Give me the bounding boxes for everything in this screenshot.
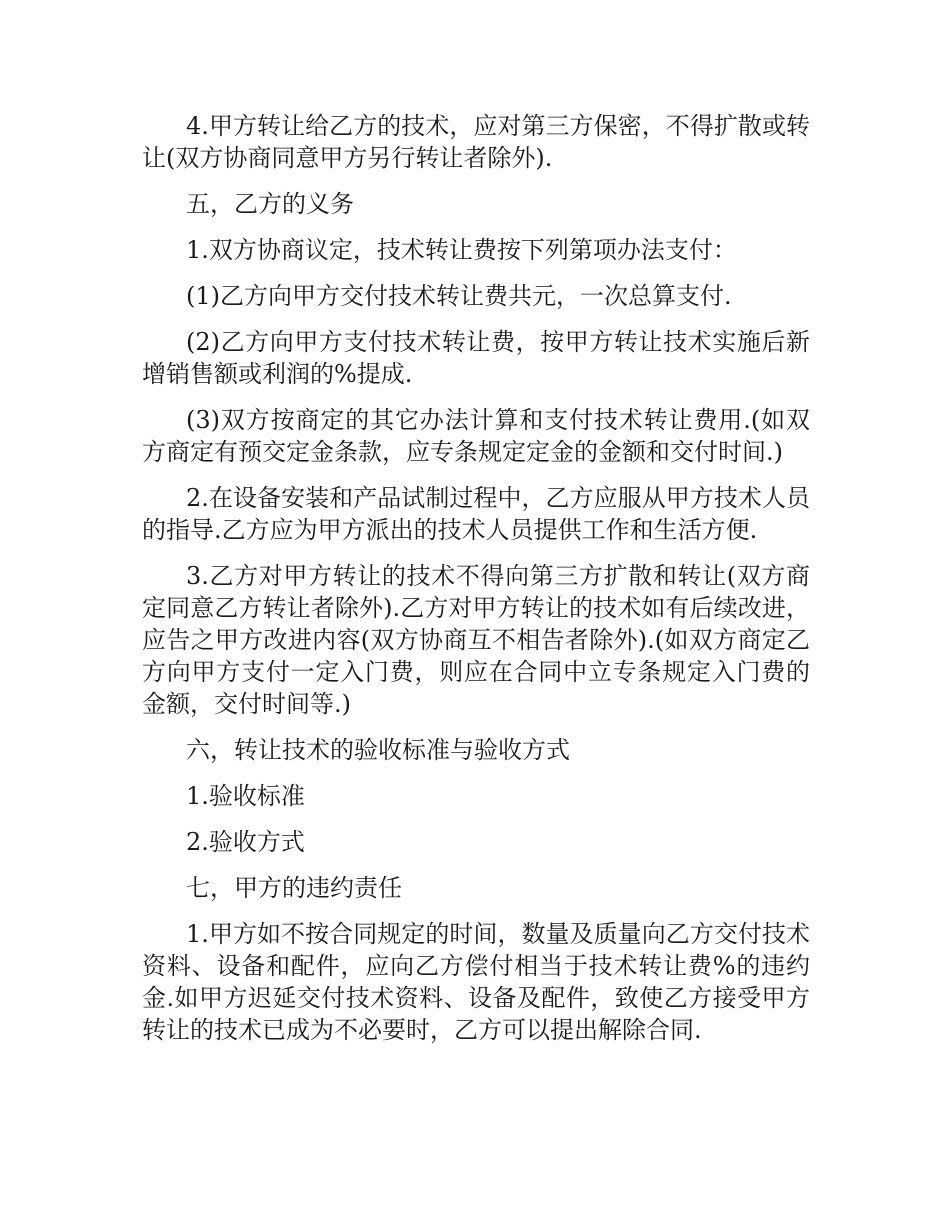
paragraph-acceptance-method: 2.验收方式 [186,828,305,856]
section-heading-5: 五，乙方的义务 [186,190,354,218]
paragraph-installation-guidance: 2.在设备安装和产品试制过程中，乙方应服从甲方技术人员的指导.乙方应为甲方派出的技术人员提供工作和生活方便. [142,484,810,544]
paragraph-no-disclosure: 3.乙方对甲方转让的技术不得向第三方扩散和转让(双方商定同意乙方转让者除外).乙方对甲方转让的技术如有后续改进，应告之甲方改进内容(双方协商互不相告者除外).(如双方商定乙方向甲方支付一定入门费，则应在合同中立专条规定入门费的金额，交付时间等.) [142,562,810,718]
paragraph-payment-method: 1.双方协商议定，技术转让费按下列第项办法支付： [186,236,737,264]
section-heading-6: 六，转让技术的验收标准与验收方式 [186,736,570,764]
paragraph-payment-option-2: (2)乙方向甲方支付技术转让费，按甲方转让技术实施后新增销售额或利润的%提成. [142,328,810,388]
paragraph-clause-4-confidentiality: 4.甲方转让给乙方的技术，应对第三方保密，不得扩散或转让(双方协商同意甲方另行转让者除外). [142,112,810,172]
paragraph-payment-option-3: (3)双方按商定的其它办法计算和支付技术转让费用.(如双方商定有预交定金条款，应专条规定定金的金额和交付时间.) [142,406,810,466]
document-body [142,110,810,1060]
paragraph-payment-option-1: (1)乙方向甲方交付技术转让费共元，一次总算支付. [186,282,732,310]
paragraph-breach-liability: 1.甲方如不按合同规定的时间，数量及质量向乙方交付技术资料、设备和配件，应向乙方偿付相当于技术转让费%的违约金.如甲方迟延交付技术资料、设备及配件，致使乙方接受甲方转让的技术已成为不必要时，乙方可以提出解除合同. [142,920,810,1044]
section-heading-7: 七，甲方的违约责任 [186,874,402,902]
paragraph-acceptance-standard: 1.验收标准 [186,782,305,810]
